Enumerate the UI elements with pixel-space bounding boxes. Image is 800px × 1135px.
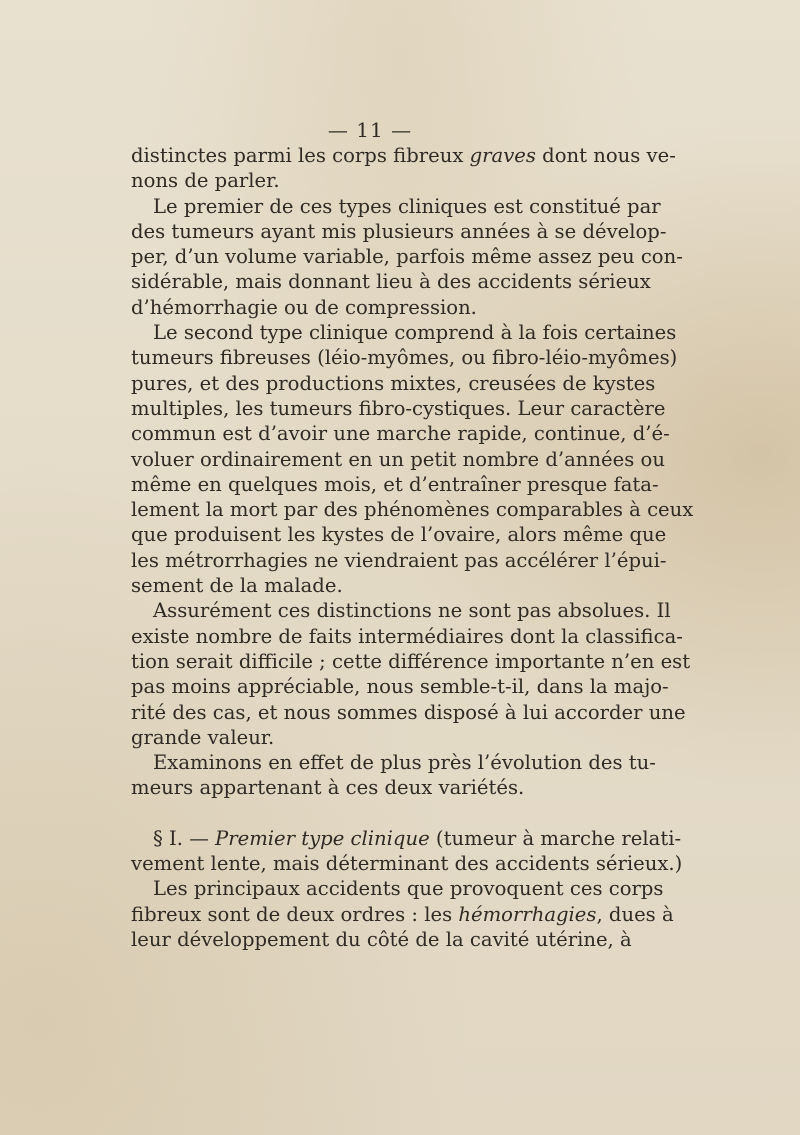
paragraph: [131, 598, 691, 750]
text-run: sidérable, mais donnant lieu à des accidents sérieux: [131, 270, 651, 294]
text-run: existe nombre de faits intermédiaires dont la classifica-: [131, 624, 683, 648]
text-run: que produisent les kystes de l’ovaire, alors même que: [131, 523, 667, 547]
text-run: leur développement du côté de la cavité utérine, à: [131, 927, 632, 951]
text-line: [131, 573, 611, 598]
text-run: d’hémorrhagie ou de compression.: [131, 295, 477, 319]
text-line: [131, 219, 667, 244]
text-line: [131, 927, 632, 952]
text-line: [131, 851, 683, 876]
text-line: [131, 598, 671, 623]
text-line: [131, 371, 656, 396]
text-run: nons de parler.: [131, 169, 280, 193]
text-run: § I. —: [153, 826, 216, 850]
text-run: tion serait difficile ; cette différence importante n’en est: [131, 649, 691, 673]
text-run: meurs appartenant à ces deux variétés.: [131, 776, 525, 800]
text-line: [131, 447, 665, 472]
paragraph: [131, 826, 683, 877]
text-run: voluer ordinairement en un petit nombre d’années ou: [131, 447, 665, 471]
text-run: grande valeur.: [131, 725, 275, 749]
paragraph: [131, 194, 683, 320]
text-run: les métrorrhagies ne viendraient pas accélérer l’épui-: [131, 548, 667, 572]
text-line: [131, 168, 611, 193]
text-line: [131, 396, 666, 421]
text-run: , dues à: [596, 902, 674, 926]
text-run: Assurément ces distinctions ne sont pas absolues. Il: [153, 599, 671, 623]
paragraph: [131, 750, 656, 801]
text-run: pures, et des productions mixtes, creusées de kystes: [131, 371, 656, 395]
text-run: rité des cas, et nous sommes disposé à lui accorder une: [131, 700, 686, 724]
text-run: des tumeurs ayant mis plusieurs années à se dévelop-: [131, 219, 667, 243]
text-line: [131, 700, 686, 725]
text-line: [131, 244, 683, 269]
page-number: — 11 —: [327, 118, 413, 142]
paragraph: [131, 876, 674, 952]
text-line: [131, 649, 691, 674]
text-run: commun est d’avoir une marche rapide, continue, d’é-: [131, 422, 670, 446]
italic-text: graves: [469, 144, 536, 167]
text-run: Examinons en effet de plus près l’évolution des tu-: [153, 751, 656, 775]
text-line: [131, 345, 678, 370]
paragraph: [131, 320, 694, 598]
text-run: per, d’un volume variable, parfois même assez peu con-: [131, 245, 683, 269]
text-line: [131, 902, 674, 927]
italic-text: Premier type clinique: [215, 826, 430, 850]
text-line: [131, 143, 676, 168]
text-line: [131, 497, 694, 522]
text-line: [131, 725, 611, 750]
text-run: (tumeur à marche relati-: [429, 826, 682, 850]
text-run: fibreux sont de deux ordres : les: [131, 902, 459, 926]
text-line: [131, 876, 664, 901]
text-run: distinctes parmi les corps fibreux: [131, 144, 470, 167]
text-run: Les principaux accidents que provoquent ces corps: [153, 877, 664, 901]
text-run: tumeurs fibreuses (léio-myômes, ou fibro-léio-myômes): [131, 346, 678, 370]
italic-text: hémorrhagies: [458, 902, 597, 926]
text-line: [131, 320, 677, 345]
text-run: sement de la malade.: [131, 574, 343, 598]
text-line: [131, 269, 651, 294]
text-line: [131, 472, 659, 497]
text-run: lement la mort par des phénomènes comparables à ceux: [131, 498, 694, 522]
text-run: dont nous ve-: [535, 144, 676, 167]
text-run: Le second type clinique comprend à la fois certaines: [153, 321, 677, 345]
text-line: [131, 826, 682, 851]
text-run: pas moins appréciable, nous semble-t-il, dans la majo-: [131, 675, 669, 699]
text-run: même en quelques mois, et d’entraîner presque fata-: [131, 472, 659, 496]
text-line: [131, 295, 611, 320]
text-line: [131, 194, 661, 219]
text-line: [131, 522, 667, 547]
section-gap: [131, 801, 611, 826]
text-line: [131, 421, 670, 446]
text-line: [131, 548, 667, 573]
body-text: [131, 143, 694, 952]
text-line: [131, 674, 669, 699]
text-line: [131, 624, 683, 649]
text-run: Le premier de ces types cliniques est constitué par: [153, 194, 661, 218]
text-run: vement lente, mais déterminant des accidents sérieux.): [131, 852, 683, 876]
text-line: [131, 775, 611, 800]
text-line: [131, 750, 656, 775]
paragraph: [131, 143, 676, 194]
text-run: multiples, les tumeurs fibro-cystiques. Leur caractère: [131, 396, 666, 420]
